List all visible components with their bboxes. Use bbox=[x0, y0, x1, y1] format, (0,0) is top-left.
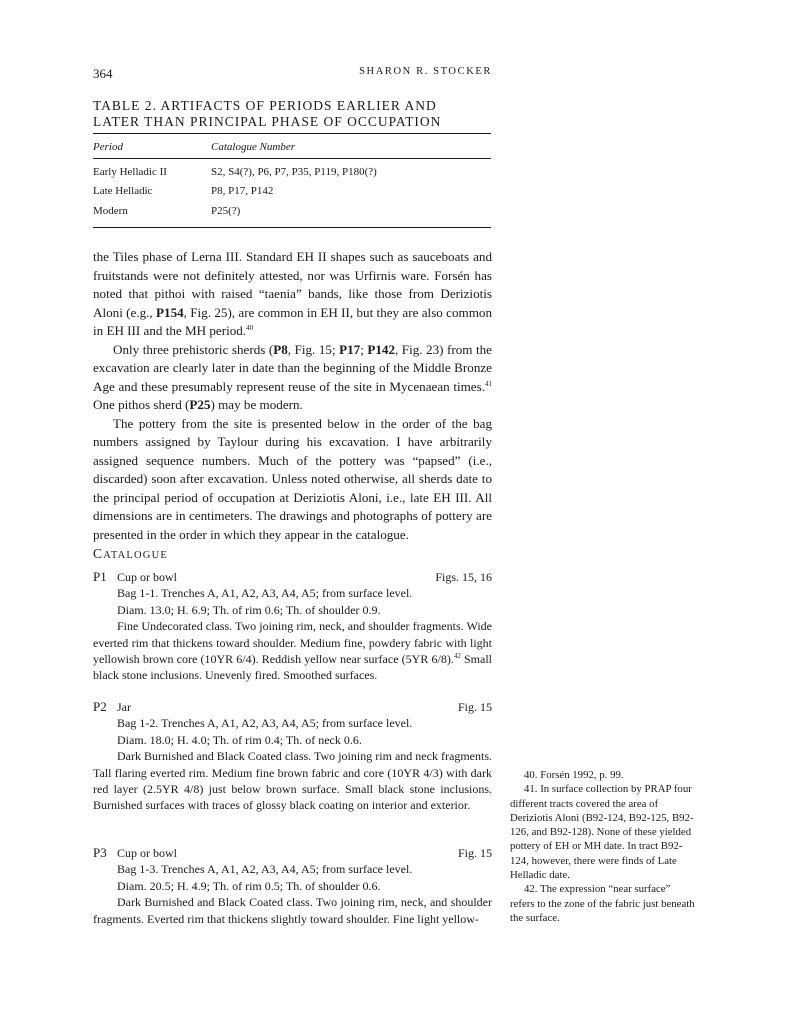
entry-number: P1 bbox=[93, 569, 107, 584]
catalogue-ref[interactable]: P142 bbox=[367, 341, 395, 357]
catalogue-ref[interactable]: P25 bbox=[189, 397, 211, 412]
section-heading-catalogue: CATALOGUE bbox=[93, 546, 168, 561]
entry-figure-ref[interactable]: Figs. 15, 16 bbox=[435, 570, 492, 584]
entry-dimensions: Diam. 13.0; H. 6.9; Th. of rim 0.6; Th. of shoulder 0.9. bbox=[117, 602, 381, 617]
table-title bbox=[93, 98, 493, 130]
entry-bag: Bag 1-3. Trenches A, A1, A2, A3, A4, A5; from surface level. bbox=[117, 862, 413, 877]
entry-dimensions: Diam. 20.5; H. 4.9; Th. of rim 0.5; Th. of shoulder 0.6. bbox=[117, 878, 381, 893]
entry-figure-ref[interactable]: Fig. 15 bbox=[457, 846, 492, 860]
entry-title: Cup or bowl bbox=[117, 846, 177, 860]
entry-description: Dark Burnished and Black Coated class. Two joining rim and neck fragments. Tall flaring everted rim. Medium fine brown fabric and core (10YR 4/3) with dark red layer (2.5YR 4/8) just below brown surface. Small black stone inclusions. Burnished surfaces with traces of glossy black coating on interior and exterior. bbox=[93, 749, 492, 813]
table-cell-catalogue: P8, P17, P142 bbox=[211, 185, 274, 197]
catalogue-entry bbox=[93, 845, 492, 927]
catalogue-ref[interactable]: P154 bbox=[156, 304, 184, 320]
body-paragraph: the Tiles phase of Lerna III. Standard EH II shapes such as sauceboats and fruitstands were not definitely attested, nor was Urfirnis ware. Forsén has noted that pithoi with raised “taenia” bands, like those from Deriziotis Aloni (e.g., P154, Fig. 25), are common in EH II, but they are also common in EH III and the MH period.$^{40}$ bbox=[93, 249, 492, 338]
entry-number: P3 bbox=[93, 845, 107, 860]
footnotes bbox=[510, 768, 697, 925]
table-header-period: Period bbox=[93, 141, 123, 153]
table-bottom-rule bbox=[93, 227, 491, 228]
entry-figure-ref[interactable]: Fig. 15 bbox=[457, 700, 492, 714]
table-cell-period: Modern bbox=[93, 205, 128, 217]
table-header-catalogue: Catalogue Number bbox=[211, 141, 296, 153]
catalogue-ref[interactable]: P8 bbox=[273, 341, 288, 357]
catalogue-entry bbox=[93, 699, 492, 814]
table-top-rule bbox=[93, 133, 491, 134]
table-cell-period: Late Helladic bbox=[93, 185, 153, 197]
entry-description: Fine Undecorated class. Two joining rim, neck, and shoulder fragments. Wide everted rim that thickens toward shoulder. Medium fine, powdery fabric with light yellowish brown core (10YR 6/4). Reddish yellow near surface (5YR 6/8).$^{42}$ Small black stone inclusions. Unevenly fired. Smoothed surfaces. bbox=[93, 619, 492, 683]
entry-title: Cup or bowl bbox=[117, 570, 177, 584]
entry-bag: Bag 1-1. Trenches A, A1, A2, A3, A4, A5; from surface level. bbox=[117, 586, 413, 601]
body-paragraph: Only three prehistoric sherds (P8, Fig. 15; P17; P142, Fig. 23) from the excavation are clearly later in date than the beginning of the Middle Bronze Age and these presumably represent reuse of the site in Mycenaean times.$^{41}$ One pithos sherd (P25) may be modern. bbox=[93, 341, 492, 412]
footnote-ref[interactable]: 40 bbox=[246, 324, 254, 332]
body-paragraph: The pottery from the site is presented below in the order of the bag numbers assigned by Taylour during his excavation. I have arbitrarily assigned sequence numbers. Much of the pottery was “papsed” (i.e., discarded) soon after excavation. Unless noted otherwise, all sherds date to the principal period of occupation at Deriziotis Aloni, i.e., late EH III. All dimensions are in centimeters. The drawings and photographs of pottery are presented in the order in which they appear in the catalogue. bbox=[93, 415, 492, 542]
table-cell-catalogue: P25(?) bbox=[211, 205, 241, 217]
table-title-line-2: LATER THAN PRINCIPAL PHASE OF OCCUPATION bbox=[93, 114, 442, 129]
entry-title: Jar bbox=[117, 700, 131, 714]
entry-bag: Bag 1-2. Trenches A, A1, A2, A3, A4, A5; from surface level. bbox=[117, 716, 413, 731]
running-head-author: SHARON R. STOCKER bbox=[359, 66, 492, 77]
table-cell-period: Early Helladic II bbox=[93, 166, 167, 178]
footnote-ref[interactable]: 41 bbox=[485, 379, 492, 388]
table-header-rule bbox=[93, 158, 491, 159]
table-cell-catalogue: S2, S4(?), P6, P7, P35, P119, P180(?) bbox=[211, 166, 377, 178]
body-text bbox=[93, 248, 492, 544]
footnote-40: 40. Forsén 1992, p. 99. bbox=[524, 769, 624, 781]
entry-number: P2 bbox=[93, 699, 107, 714]
table-title-line-1: TABLE 2. ARTIFACTS OF PERIODS EARLIER AND bbox=[93, 98, 437, 113]
page-number: 364 bbox=[93, 66, 113, 81]
footnote-42: 42. The expression “near surface” refers to the zone of the fabric just beneath the surface. bbox=[510, 883, 695, 924]
catalogue-entry bbox=[93, 569, 492, 684]
entry-dimensions: Diam. 18.0; H. 4.0; Th. of rim 0.4; Th. of neck 0.6. bbox=[117, 732, 362, 747]
catalogue-ref[interactable]: P17 bbox=[339, 341, 361, 357]
footnote-ref[interactable]: 42 bbox=[453, 652, 461, 661]
entry-description: Dark Burnished and Black Coated class. Two joining rim, neck, and shoulder fragments. Everted rim that thickens slightly toward shoulder. Fine light yellow- bbox=[93, 895, 492, 926]
footnote-41: 41. In surface collection by PRAP four different tracts covered the area of Deriziotis Aloni (B92-124, B92-125, B92-126, and B92-128). None of these yielded pottery of EH or MH date. In tract B92-124, however, there were finds of Late Helladic date. bbox=[510, 783, 694, 882]
